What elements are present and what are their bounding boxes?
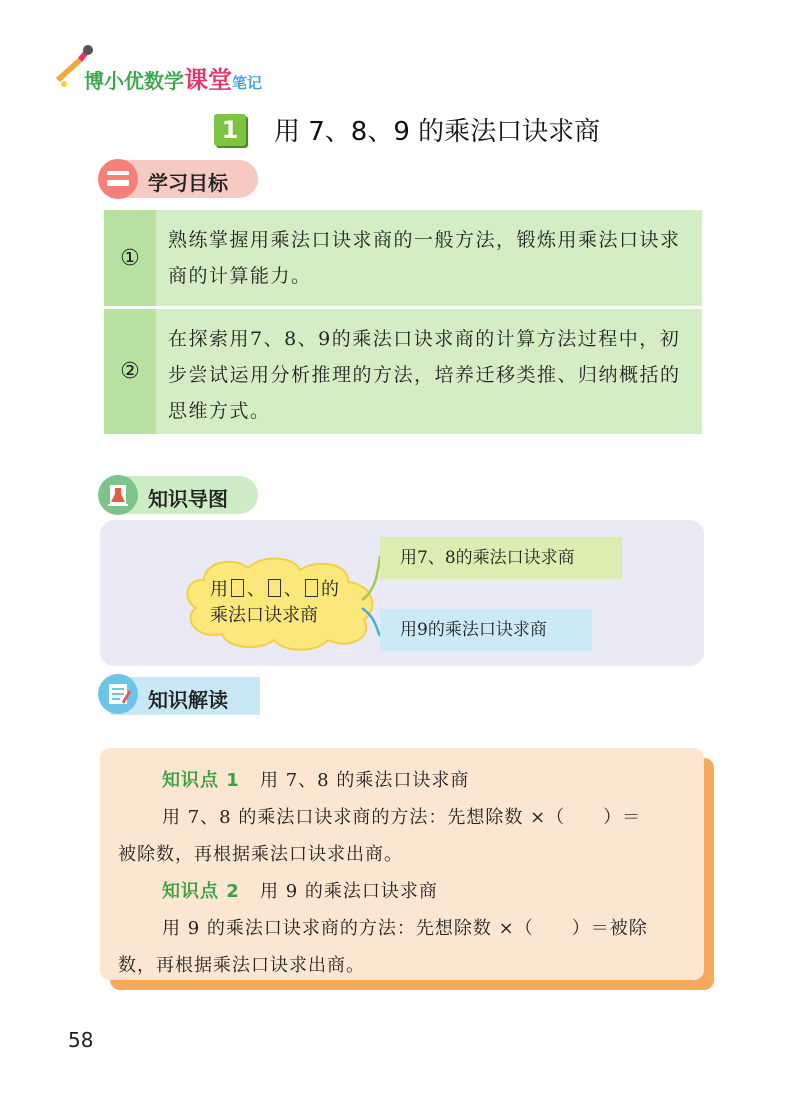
lesson-number: 1: [214, 114, 246, 146]
book-icon: [98, 159, 138, 199]
knowledge-text: [118, 762, 692, 984]
blank-box: [231, 579, 244, 597]
lesson-title: 用 7、8、9 的乘法口诀求商: [274, 117, 601, 147]
goal-row: [104, 210, 702, 306]
kp2-title: 用 9 的乘法口诀求商: [259, 881, 438, 902]
center-line-1: [210, 577, 370, 603]
goal-number: ①: [104, 210, 156, 306]
mind-map-branch-1: 用7、8的乘法口诀求商: [380, 537, 622, 579]
goal-row: [104, 309, 702, 434]
kp2-label: 知识点 2: [162, 881, 240, 902]
center-text-a: 用: [210, 579, 228, 600]
blank-box: [305, 579, 318, 597]
flask-icon: [98, 475, 138, 515]
brand-part-1: 博小优数学: [84, 69, 184, 93]
kp2-body-a: 用 9 的乘法口诀求商的方法：先想除数 ×（ ）＝被除: [162, 918, 648, 939]
blank-box: [268, 579, 281, 597]
goals-table: [104, 210, 702, 434]
brand-part-2: 课: [184, 66, 208, 94]
center-text-b: 、: [247, 579, 265, 600]
center-line-2: 乘法口诀求商: [210, 605, 318, 626]
kp1-title: 用 7、8 的乘法口诀求商: [259, 770, 470, 791]
brand-part-4: 笔记: [232, 74, 263, 92]
center-text-d: 的: [321, 579, 339, 600]
goal-text: 在探索用7、8、9的乘法口诀求商的计算方法过程中，初步尝试运用分析推理的方法，培养迁移类推、归纳概括的思维方式。: [168, 328, 681, 422]
kp1-label: 知识点 1: [162, 770, 240, 791]
kp1-body-a: 用 7、8 的乘法口诀求商的方法：先想除数 ×（ ）＝: [162, 807, 642, 828]
goals-title: 学习目标: [148, 171, 228, 195]
brand-title: [84, 60, 262, 95]
goal-text: 熟练掌握用乘法口诀求商的一般方法，锻炼用乘法口诀求商的计算能力。: [168, 229, 681, 287]
kp1-heading: [118, 762, 692, 799]
center-text-c: 、: [284, 579, 302, 600]
mind-map-center: [210, 577, 370, 629]
page-number: 58: [68, 1028, 94, 1052]
mind-map-branch-2: 用9的乘法口诀求商: [380, 609, 592, 651]
goal-number: ②: [104, 309, 156, 434]
notebook-icon: [98, 674, 138, 714]
kp2-heading: [118, 873, 692, 910]
map-title: 知识导图: [148, 487, 228, 511]
read-title: 知识解读: [148, 688, 228, 712]
brand-part-3: 堂: [208, 66, 232, 94]
kp1-body-b: 被除数，再根据乘法口诀求出商。: [118, 844, 403, 865]
kp2-body-b: 数，再根据乘法口诀求出商。: [118, 955, 365, 976]
